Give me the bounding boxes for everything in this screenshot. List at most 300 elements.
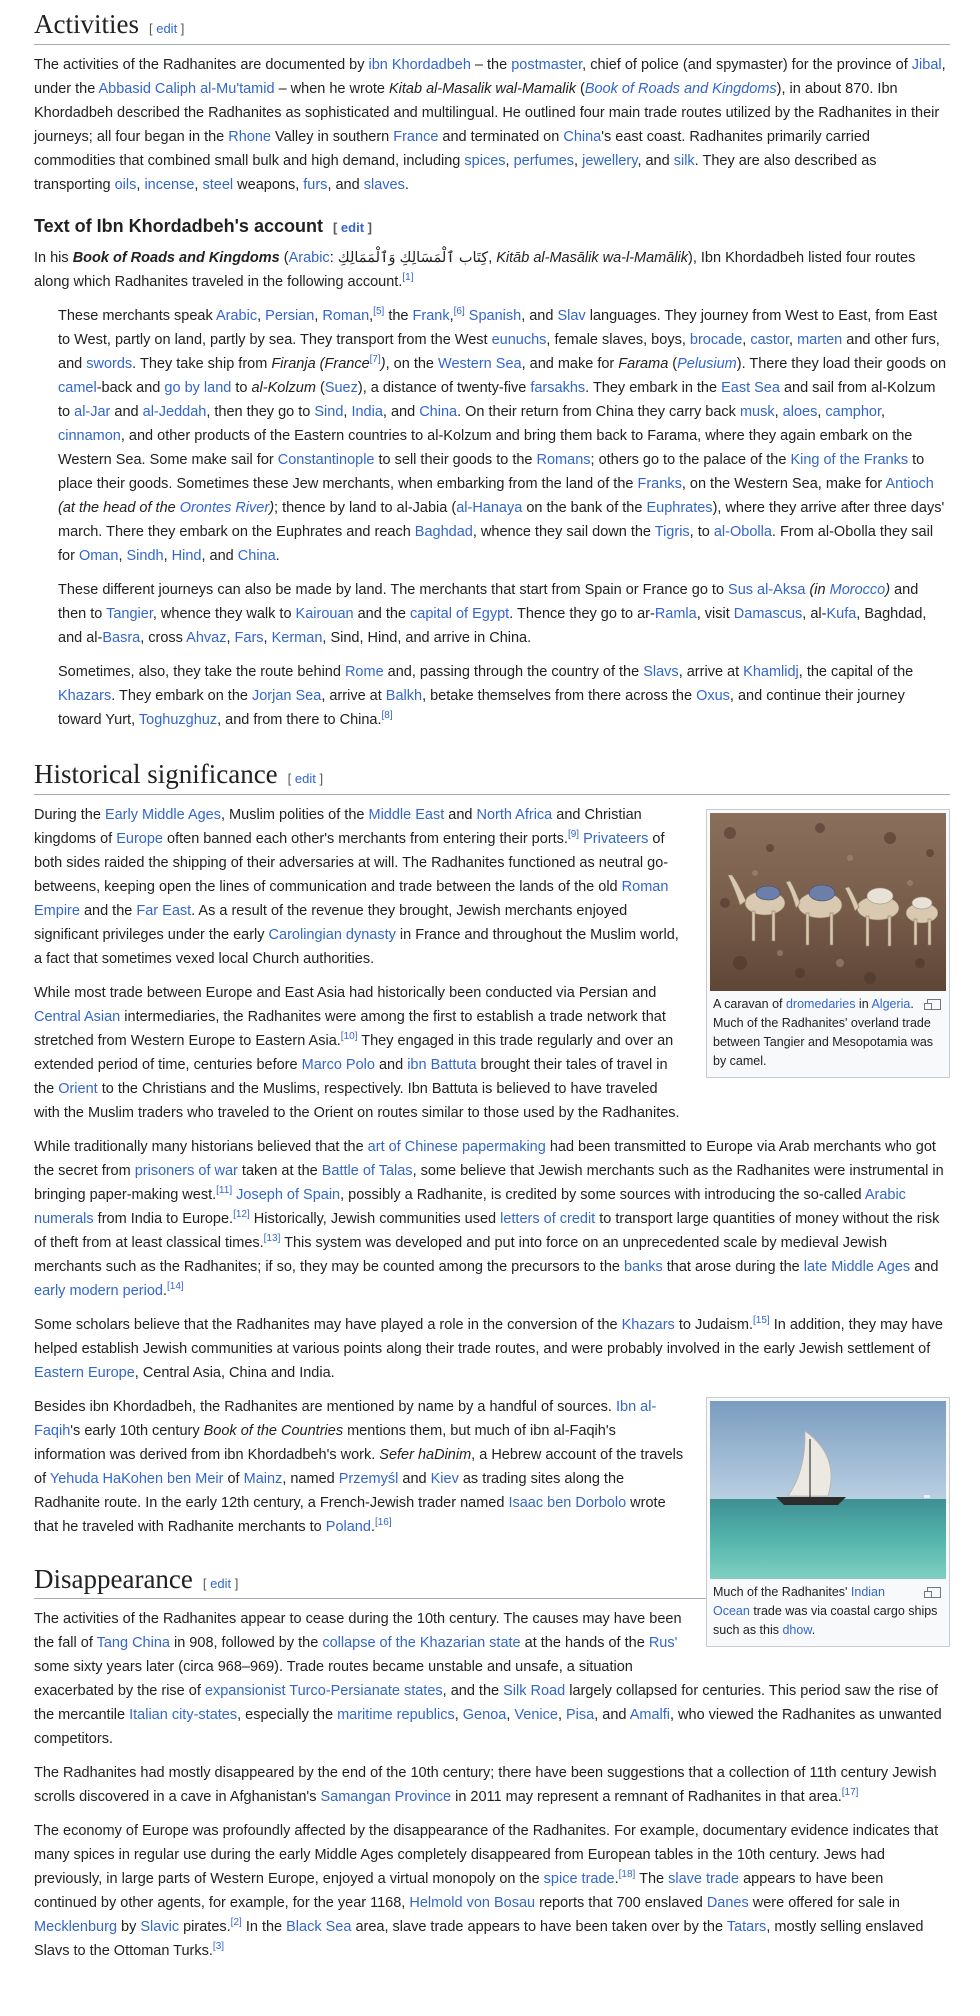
wiki-link[interactable]: Constantinople (277, 451, 375, 468)
text-run: , female slaves, boys, (546, 331, 690, 348)
text-run: , chief of police (and spymaster) for the province of (582, 56, 912, 73)
text-run: . (614, 1871, 619, 1888)
wiki-link[interactable]: Carolingian dynasty (268, 926, 396, 943)
wiki-link[interactable]: Orient (58, 1080, 98, 1097)
citation-link[interactable]: [14] (167, 1280, 184, 1292)
text-run: . (404, 176, 409, 193)
italic-text: (at the head of the (58, 499, 180, 516)
text-run: and (398, 1470, 431, 1487)
edit-link[interactable]: edit (156, 21, 178, 36)
text-run: appears to have been continued by other agents, for example, for the year 1168, (34, 1871, 884, 1912)
text-run: , (194, 176, 203, 193)
citation-link[interactable]: [8] (381, 709, 393, 721)
wiki-link[interactable]: Poland (325, 1518, 371, 1535)
wiki-link[interactable]: Rhone (228, 128, 271, 145)
figure-caption (710, 991, 946, 1074)
text-run: : كِتَاب ٱلْمَسَالِكِ وَٱلْمَمَالِكِ, (329, 249, 497, 266)
wiki-link[interactable]: Arabic (215, 307, 258, 324)
wiki-link[interactable]: letters of credit (500, 1210, 596, 1227)
text-run: that arose during the (662, 1258, 804, 1275)
italic-text: Kitab al-Masalik wal-Mamalik (389, 80, 576, 97)
text-run: ( (315, 379, 325, 396)
wiki-link[interactable]: Early Middle Ages (104, 806, 221, 823)
wiki-link[interactable]: Indian Ocean (713, 1584, 885, 1618)
text-run: to (231, 379, 252, 396)
wiki-link[interactable]: Central Asian (34, 1008, 121, 1025)
wiki-link[interactable]: Pelusium (677, 355, 737, 372)
wiki-link[interactable]: Venice (514, 1707, 558, 1724)
text-run: , and (382, 403, 420, 420)
text-run: , to (689, 523, 714, 540)
wiki-link[interactable]: Eastern Europe (34, 1364, 135, 1381)
text-run: . Thence they go to ar- (509, 605, 655, 622)
text-run: , and make for (521, 355, 619, 372)
wiki-link[interactable]: Samangan Province (320, 1789, 452, 1806)
heading-text: Historical significance (34, 758, 278, 789)
text-run: , under the (34, 56, 946, 97)
wiki-link[interactable]: spices (464, 152, 506, 169)
citation-link[interactable]: [13] (263, 1232, 281, 1244)
text-run: to transport large quantities of money without the risk of theft from at least classical times. (34, 1210, 940, 1251)
text-run: ), in about 870. Ibn Khordadbeh described the Radhanites as sophisticated and multilingual. He outlined four main trade routes utilized by the Radhanites in their journeys; all four began in the (34, 80, 940, 145)
text-run: , the capital of the (798, 663, 914, 680)
wiki-link[interactable]: Baghdad (414, 523, 473, 540)
enlarge-icon[interactable] (927, 999, 941, 1010)
wiki-link[interactable]: Europe (116, 830, 163, 847)
italic-text: ) (380, 355, 386, 372)
text-run: , on the (385, 355, 439, 372)
text-run: , (574, 152, 583, 169)
wiki-link[interactable]: Persian (265, 307, 315, 324)
wiki-link[interactable]: late Middle Ages (803, 1258, 911, 1275)
wiki-link[interactable]: Hind (171, 547, 202, 564)
text-run: , and (201, 547, 238, 564)
wiki-link[interactable]: Przemyśl (338, 1470, 399, 1487)
text-run: , and from there to China. (217, 711, 382, 728)
wiki-link[interactable]: Jibal (911, 56, 942, 73)
wiki-link[interactable]: Algeria (871, 996, 911, 1011)
wiki-link[interactable]: Danes (706, 1895, 749, 1912)
text-run: , especially the (237, 1707, 338, 1724)
wiki-link[interactable]: Western Sea (438, 355, 522, 372)
text-run: ( (575, 80, 585, 97)
wiki-link[interactable]: Slavs (643, 663, 679, 680)
wiki-link[interactable]: dhow (782, 1622, 812, 1637)
wiki-link[interactable]: Oman (78, 547, 119, 564)
wiki-link[interactable]: Jorjan Sea (251, 687, 322, 704)
heading-text: Activities (34, 9, 139, 39)
text-run: to place their goods. Sometimes these Jew merchants, when embarking from the land of the (58, 451, 925, 492)
wiki-link[interactable]: China (237, 547, 276, 564)
text-run: as trading sites along the Radhanite route. In the early 12th century, a French-Jewish trader named (34, 1470, 625, 1511)
text-run: had been transmitted to Europe via Arab merchants who got the secret from (34, 1138, 936, 1179)
text-run: , (314, 307, 323, 324)
wiki-link[interactable]: Book of Roads and Kingdoms (584, 80, 777, 97)
wiki-link[interactable]: Tatars (726, 1919, 767, 1936)
citation (216, 1185, 232, 1196)
wiki-link[interactable]: China (563, 128, 602, 145)
text-run: . (162, 1282, 167, 1299)
citation (231, 1917, 242, 1928)
text-run: The activities of the Radhanites appear to cease during the 10th century. The causes may have been the fall of (34, 1611, 682, 1652)
citation-link[interactable]: [9] (567, 828, 580, 840)
wiki-link[interactable]: Roman Empire (34, 878, 669, 919)
text-run: The (635, 1871, 669, 1888)
wiki-link[interactable]: East Sea (721, 379, 780, 396)
wiki-link[interactable]: incense (144, 176, 195, 193)
wiki-link[interactable]: oils (114, 176, 137, 193)
text-run: , (118, 547, 127, 564)
heading-text: Text of Ibn Khordadbeh's account (34, 215, 323, 236)
wiki-link[interactable]: India (351, 403, 383, 420)
citation-link[interactable]: [16] (374, 1516, 392, 1528)
citation-link[interactable]: [12] (233, 1208, 250, 1220)
text-run: wrote that he traveled with Radhanite merchants to (34, 1494, 666, 1535)
text-run: , who viewed the Radhanites as unwanted competitors. (34, 1707, 942, 1748)
wiki-link[interactable]: capital of Egypt (410, 605, 510, 622)
wiki-link[interactable]: al-Jar (74, 403, 111, 420)
blockquote (58, 304, 950, 732)
wiki-link[interactable]: al-Jeddah (142, 403, 207, 420)
text-run: . They are also described as transporting (34, 152, 877, 193)
wiki-link[interactable]: Yehuda HaKohen ben Meir (49, 1470, 224, 1487)
edit-link[interactable]: edit (340, 219, 365, 235)
wiki-link[interactable]: Suez (324, 379, 358, 396)
text-run: , Muslim polities of the (221, 806, 369, 823)
wiki-link[interactable]: Far East (136, 902, 192, 919)
text-run: , arrive at (321, 687, 386, 704)
wiki-link[interactable]: castor (750, 331, 790, 348)
citation (375, 1517, 392, 1528)
text-run: , (136, 176, 145, 193)
text-run: , whence they sail down the (472, 523, 655, 540)
wiki-link[interactable]: Sindh (126, 547, 164, 564)
wiki-link[interactable]: Sus al-Aksa (728, 581, 806, 598)
text-run: weapons, (233, 176, 304, 193)
wiki-link[interactable]: Rome (344, 663, 384, 680)
text-run: and (910, 1258, 939, 1275)
wiki-link[interactable]: Battle of Talas (321, 1162, 413, 1179)
text-run: reports that 700 enslaved (535, 1895, 707, 1912)
wiki-link[interactable]: King of the Franks (790, 451, 909, 468)
paragraph (34, 1761, 950, 1809)
wiki-link[interactable]: musk (739, 403, 775, 420)
text-run: , on the Western Sea, make for (681, 475, 886, 492)
text-run: In addition, they may have helped establish Jewish communities at various points along their trade routes, and were probably involved in the early Jewish settlement of (34, 1316, 943, 1357)
wiki-link[interactable]: perfumes (513, 152, 575, 169)
wiki-link[interactable]: aloes (782, 403, 818, 420)
text-run: , then they go to (206, 403, 315, 420)
wiki-link[interactable]: Amalfi (629, 1707, 670, 1724)
wiki-link[interactable]: slave trade (668, 1871, 740, 1888)
edit-link[interactable]: edit (210, 1575, 232, 1591)
wiki-link[interactable]: swords (86, 355, 133, 372)
text-run: ( (279, 249, 289, 266)
wiki-link[interactable]: Franks (637, 475, 682, 492)
wiki-link[interactable]: Kufa (826, 605, 857, 622)
paragraph (34, 1313, 950, 1385)
text-run: These merchants speak (58, 307, 216, 324)
wiki-link[interactable]: camphor (825, 403, 882, 420)
text-run: of (223, 1470, 244, 1487)
wiki-link[interactable]: Sind (314, 403, 344, 420)
text-run: largely collapsed for centuries. This period saw the rise of the mercantile (34, 1683, 939, 1724)
citation-link[interactable]: [6] (453, 305, 465, 317)
edit-link-wrapper: [ edit ] (332, 219, 372, 235)
wiki-link[interactable]: Ramla (654, 605, 697, 622)
text-run: . As a result of the revenue they brought, Jewish merchants enjoyed significant privileges under the early (34, 902, 628, 943)
camel-caravan-image[interactable] (710, 813, 946, 991)
wiki-link[interactable]: farsakhs (530, 379, 586, 396)
wiki-link[interactable]: Oxus (696, 687, 730, 704)
wiki-link[interactable]: early modern period (34, 1282, 163, 1299)
text-run: , and the (442, 1683, 504, 1700)
wiki-link[interactable]: Euphrates (646, 499, 713, 516)
wiki-link[interactable]: Privateers (583, 830, 649, 847)
citation-link[interactable]: [11] (216, 1184, 233, 1196)
wiki-link[interactable]: Mecklenburg (34, 1919, 118, 1936)
wiki-link[interactable]: marten (797, 331, 843, 348)
text-run: and then to (58, 581, 919, 622)
wiki-link[interactable]: Frank (412, 307, 450, 324)
text-run: They engaged in this trade regularly and over an extended period of time, centuries before (34, 1032, 674, 1073)
text-run: , (774, 403, 783, 420)
wiki-link[interactable]: cinnamon (58, 427, 121, 444)
text-run: and, passing through the country of the (383, 663, 644, 680)
citation-link[interactable]: [10] (340, 1030, 358, 1042)
text-run: . They take ship from (132, 355, 272, 372)
text-run: , (369, 307, 374, 324)
text-run: pirates. (179, 1919, 231, 1936)
text-run: the (384, 307, 413, 324)
text-run: , and continue their journey toward Yurt, (58, 687, 905, 728)
text-run: . (811, 1622, 816, 1637)
text-run: , (505, 152, 514, 169)
wiki-link[interactable]: Joseph of Spain (236, 1186, 341, 1203)
text-run: Much of the Radhanites' (713, 1584, 851, 1599)
italic-text: Book of the Countries (203, 1422, 344, 1439)
text-run: , and (637, 152, 674, 169)
text-run: and sail from al-Kolzum to (58, 379, 936, 420)
text-run: . They embark in the (585, 379, 722, 396)
text-run: ; others go to the palace of the (590, 451, 791, 468)
text-run: , (226, 629, 235, 646)
citation-link[interactable]: [1] (402, 271, 414, 283)
wiki-link[interactable]: France (393, 128, 439, 145)
wiki-link[interactable]: eunuchs (491, 331, 547, 348)
text-run: , and other products of the Eastern countries to al-Kolzum and bring them back to Farama, where they again embark on the Western Sea. Some make sail for (58, 427, 913, 468)
text-run: These different journeys can also be made by land. The merchants that start from Spain or France go to (58, 581, 729, 598)
dhow-image[interactable] (710, 1401, 946, 1579)
text-run: from India to Europe. (93, 1210, 234, 1227)
wiki-link[interactable]: expansionist Turco-Persianate states (204, 1683, 443, 1700)
text-run: . On their return from China they carry back (457, 403, 740, 420)
wiki-link[interactable]: spice trade (543, 1871, 615, 1888)
wiki-link[interactable]: Ahvaz (186, 629, 227, 646)
text-run: 's east coast. Radhanites primarily carried commodities that combined small bulk and high demand, including (34, 128, 870, 169)
citation (568, 829, 579, 840)
text-run: , and (327, 176, 364, 193)
wiki-link[interactable]: Toghuzghuz (138, 711, 218, 728)
paragraph (34, 1819, 950, 1963)
wiki-link[interactable]: Abbasid Caliph al-Mu'tamid (98, 80, 275, 97)
quote-paragraph (58, 660, 950, 732)
wiki-link[interactable]: Orontes River (179, 499, 270, 516)
citation-link[interactable]: [7] (369, 353, 381, 365)
text-run: . They embark on the (111, 687, 252, 704)
text-run: , some believe that Jewish merchants such as the Radhanites were instrumental in bringing paper-making west. (34, 1162, 944, 1203)
wiki-link[interactable]: jewellery (582, 152, 638, 169)
text-run: , Baghdad, and al- (58, 605, 927, 646)
wiki-link[interactable]: Antioch (885, 475, 934, 492)
wiki-link[interactable]: ibn Khordadbeh (368, 56, 471, 73)
italic-text: Sefer haDinim (379, 1446, 472, 1463)
wiki-link[interactable]: Roman (322, 307, 370, 324)
text-run: , (789, 331, 798, 348)
wiki-link[interactable]: Khazars (621, 1316, 675, 1333)
wiki-link[interactable]: Balkh (385, 687, 423, 704)
wiki-link[interactable]: Kairouan (295, 605, 354, 622)
article-content (34, 0, 950, 1963)
citation (753, 1315, 770, 1326)
citation (341, 1031, 358, 1042)
text-run: While traditionally many historians believed that the (34, 1138, 368, 1155)
wiki-link[interactable]: go by land (164, 379, 232, 396)
citation (233, 1209, 250, 1220)
text-run: , (817, 403, 826, 420)
text-run: ), Ibn Khordadbeh listed four routes along which Radhanites traveled in the following account. (34, 249, 916, 290)
wiki-link[interactable]: Romans (536, 451, 591, 468)
wiki-link[interactable]: Rus' (648, 1635, 678, 1652)
wiki-link[interactable]: Damascus (733, 605, 803, 622)
wiki-link[interactable]: Basra (102, 629, 141, 646)
wiki-link[interactable]: Kerman (271, 629, 323, 646)
wiki-link[interactable]: Tang China (96, 1635, 170, 1652)
text-run: and Christian kingdoms of (34, 806, 642, 847)
citation-link[interactable]: [17] (841, 1787, 859, 1799)
enlarge-icon[interactable] (927, 1587, 941, 1598)
citation (167, 1281, 184, 1292)
italic-text: ) (269, 499, 275, 516)
wiki-link[interactable]: Tigris (654, 523, 690, 540)
edit-link-wrapper: [ edit ] (148, 21, 185, 36)
text-run: to the Christians and the Muslims, respectively. Ibn Battuta is believed to have traveled with the Muslim traders who traveled to the Orient on routes similar to those used by the Radhanites. (34, 1080, 680, 1121)
text-run: languages. They journey from West to East, from East to West, partly on land, partly by sea. They transport from the West (58, 307, 938, 348)
wiki-link[interactable]: steel (202, 176, 234, 193)
text-run: ; thence by land to al-Jabia ( (274, 499, 457, 516)
wiki-link[interactable]: al-Hanaya (456, 499, 523, 516)
wiki-link[interactable]: dromedaries (785, 996, 856, 1011)
caption-text (713, 1585, 937, 1637)
text-run: , whence they walk to (152, 605, 296, 622)
text-run: at the hands of the (520, 1635, 649, 1652)
wiki-link[interactable]: silk (673, 152, 695, 169)
wiki-link[interactable]: al-Obolla (713, 523, 772, 540)
text-run: , (449, 307, 454, 324)
edit-link-wrapper: [ edit ] (202, 1575, 239, 1591)
text-run: were offered for sale in (748, 1895, 900, 1912)
edit-link[interactable]: edit (294, 770, 316, 786)
text-run: , (557, 1707, 566, 1724)
text-run: mentions them, but much of ibn al-Faqih's information was derived from ibn Khordadbeh's work. (34, 1422, 616, 1463)
text-run: and the (353, 605, 411, 622)
wiki-link[interactable]: maritime republics (337, 1707, 455, 1724)
text-run: and (444, 806, 477, 823)
wiki-link[interactable]: furs (303, 176, 328, 193)
wiki-link[interactable]: North Africa (476, 806, 553, 823)
citation-link[interactable]: [5] (373, 305, 385, 317)
text-run: , mostly selling enslaved Slavs to the Ottoman Turks. (34, 1919, 924, 1960)
wiki-link[interactable]: banks (624, 1258, 663, 1275)
text-run: area, slave trade appears to have been taken over by the (351, 1919, 727, 1936)
wiki-link[interactable]: camel (58, 379, 97, 396)
wiki-link[interactable]: Ibn al-Faqih (34, 1398, 657, 1439)
wiki-link[interactable]: Kiev (430, 1470, 459, 1487)
wiki-link[interactable]: ibn Battuta (407, 1056, 477, 1073)
wiki-link[interactable]: Spanish (468, 307, 522, 324)
wiki-link[interactable]: Tangier (106, 605, 153, 622)
wiki-link[interactable]: Fars (234, 629, 264, 646)
text-run: ). There they load their goods on (736, 355, 947, 372)
text-run: . (370, 1518, 375, 1535)
citation-link[interactable]: [3] (212, 1941, 225, 1953)
wiki-link[interactable]: postmaster (511, 56, 583, 73)
wiki-link[interactable]: Middle East (368, 806, 445, 823)
wiki-link[interactable]: Arabic numerals (34, 1186, 906, 1227)
text-run: some sixty years later (circa 968–969). Trade routes became unstable and unsafe, a situation exacerbated by the rise of (34, 1659, 633, 1700)
wiki-link[interactable]: Mainz (243, 1470, 283, 1487)
wiki-link[interactable]: Slavic (140, 1919, 180, 1936)
text-run: The economy of Europe was profoundly affected by the disappearance of the Radhanites. For example, documentary evidence indicates that many spices in regular use during the early Middle Ages completely disappeared from European tables in the 10th century. Jews had previously, in large parts of Western Europe, enjoyed a virtual monopoly on the (34, 1823, 939, 1888)
wiki-link[interactable]: Marco Polo (301, 1056, 375, 1073)
wiki-link[interactable]: collapse of the Khazarian state (322, 1635, 521, 1652)
wiki-link[interactable]: Genoa (462, 1707, 507, 1724)
citation-link[interactable]: [18] (618, 1869, 636, 1881)
wiki-link[interactable]: Pisa (566, 1707, 595, 1724)
wiki-link[interactable]: brocade (689, 331, 743, 348)
wiki-link[interactable]: slaves (363, 176, 405, 193)
wiki-link[interactable]: Italian city-states (129, 1707, 238, 1724)
text-run: Besides ibn Khordadbeh, the Radhanites are mentioned by name by a handful of sources. (34, 1398, 616, 1415)
text-run: , Sind, Hind, and arrive in China. (322, 629, 532, 646)
citation-link[interactable]: [15] (752, 1314, 770, 1326)
quote-paragraph (58, 304, 950, 568)
wiki-link[interactable]: Khamlidj (743, 663, 799, 680)
italic-text: Firanja (France (271, 355, 370, 372)
citation (382, 710, 393, 721)
wiki-link[interactable]: Morocco (829, 581, 886, 598)
figure-dhow (706, 1397, 950, 1647)
text-run: During the (34, 806, 105, 823)
wiki-link[interactable]: Black Sea (286, 1919, 352, 1936)
wiki-link[interactable]: Helmold von Bosau (409, 1895, 536, 1912)
wiki-link[interactable]: art of Chinese papermaking (367, 1138, 546, 1155)
wiki-link[interactable]: Slav (557, 307, 586, 324)
wiki-link[interactable]: prisoners of war (134, 1162, 238, 1179)
wiki-link[interactable]: Arabic (288, 249, 330, 266)
citation-link[interactable]: [2] (230, 1917, 242, 1929)
wiki-link[interactable]: China (419, 403, 458, 420)
wiki-link[interactable]: Khazars (58, 687, 112, 704)
text-run: , al- (802, 605, 827, 622)
wiki-link[interactable]: Isaac ben Dorbolo (508, 1494, 627, 1511)
text-run: – when he wrote (274, 80, 390, 97)
text-run: and (110, 403, 143, 420)
wiki-link[interactable]: Silk Road (503, 1683, 566, 1700)
italic-text: ) (885, 581, 891, 598)
text-run: , (343, 403, 352, 420)
text-run: taken at the (237, 1162, 322, 1179)
